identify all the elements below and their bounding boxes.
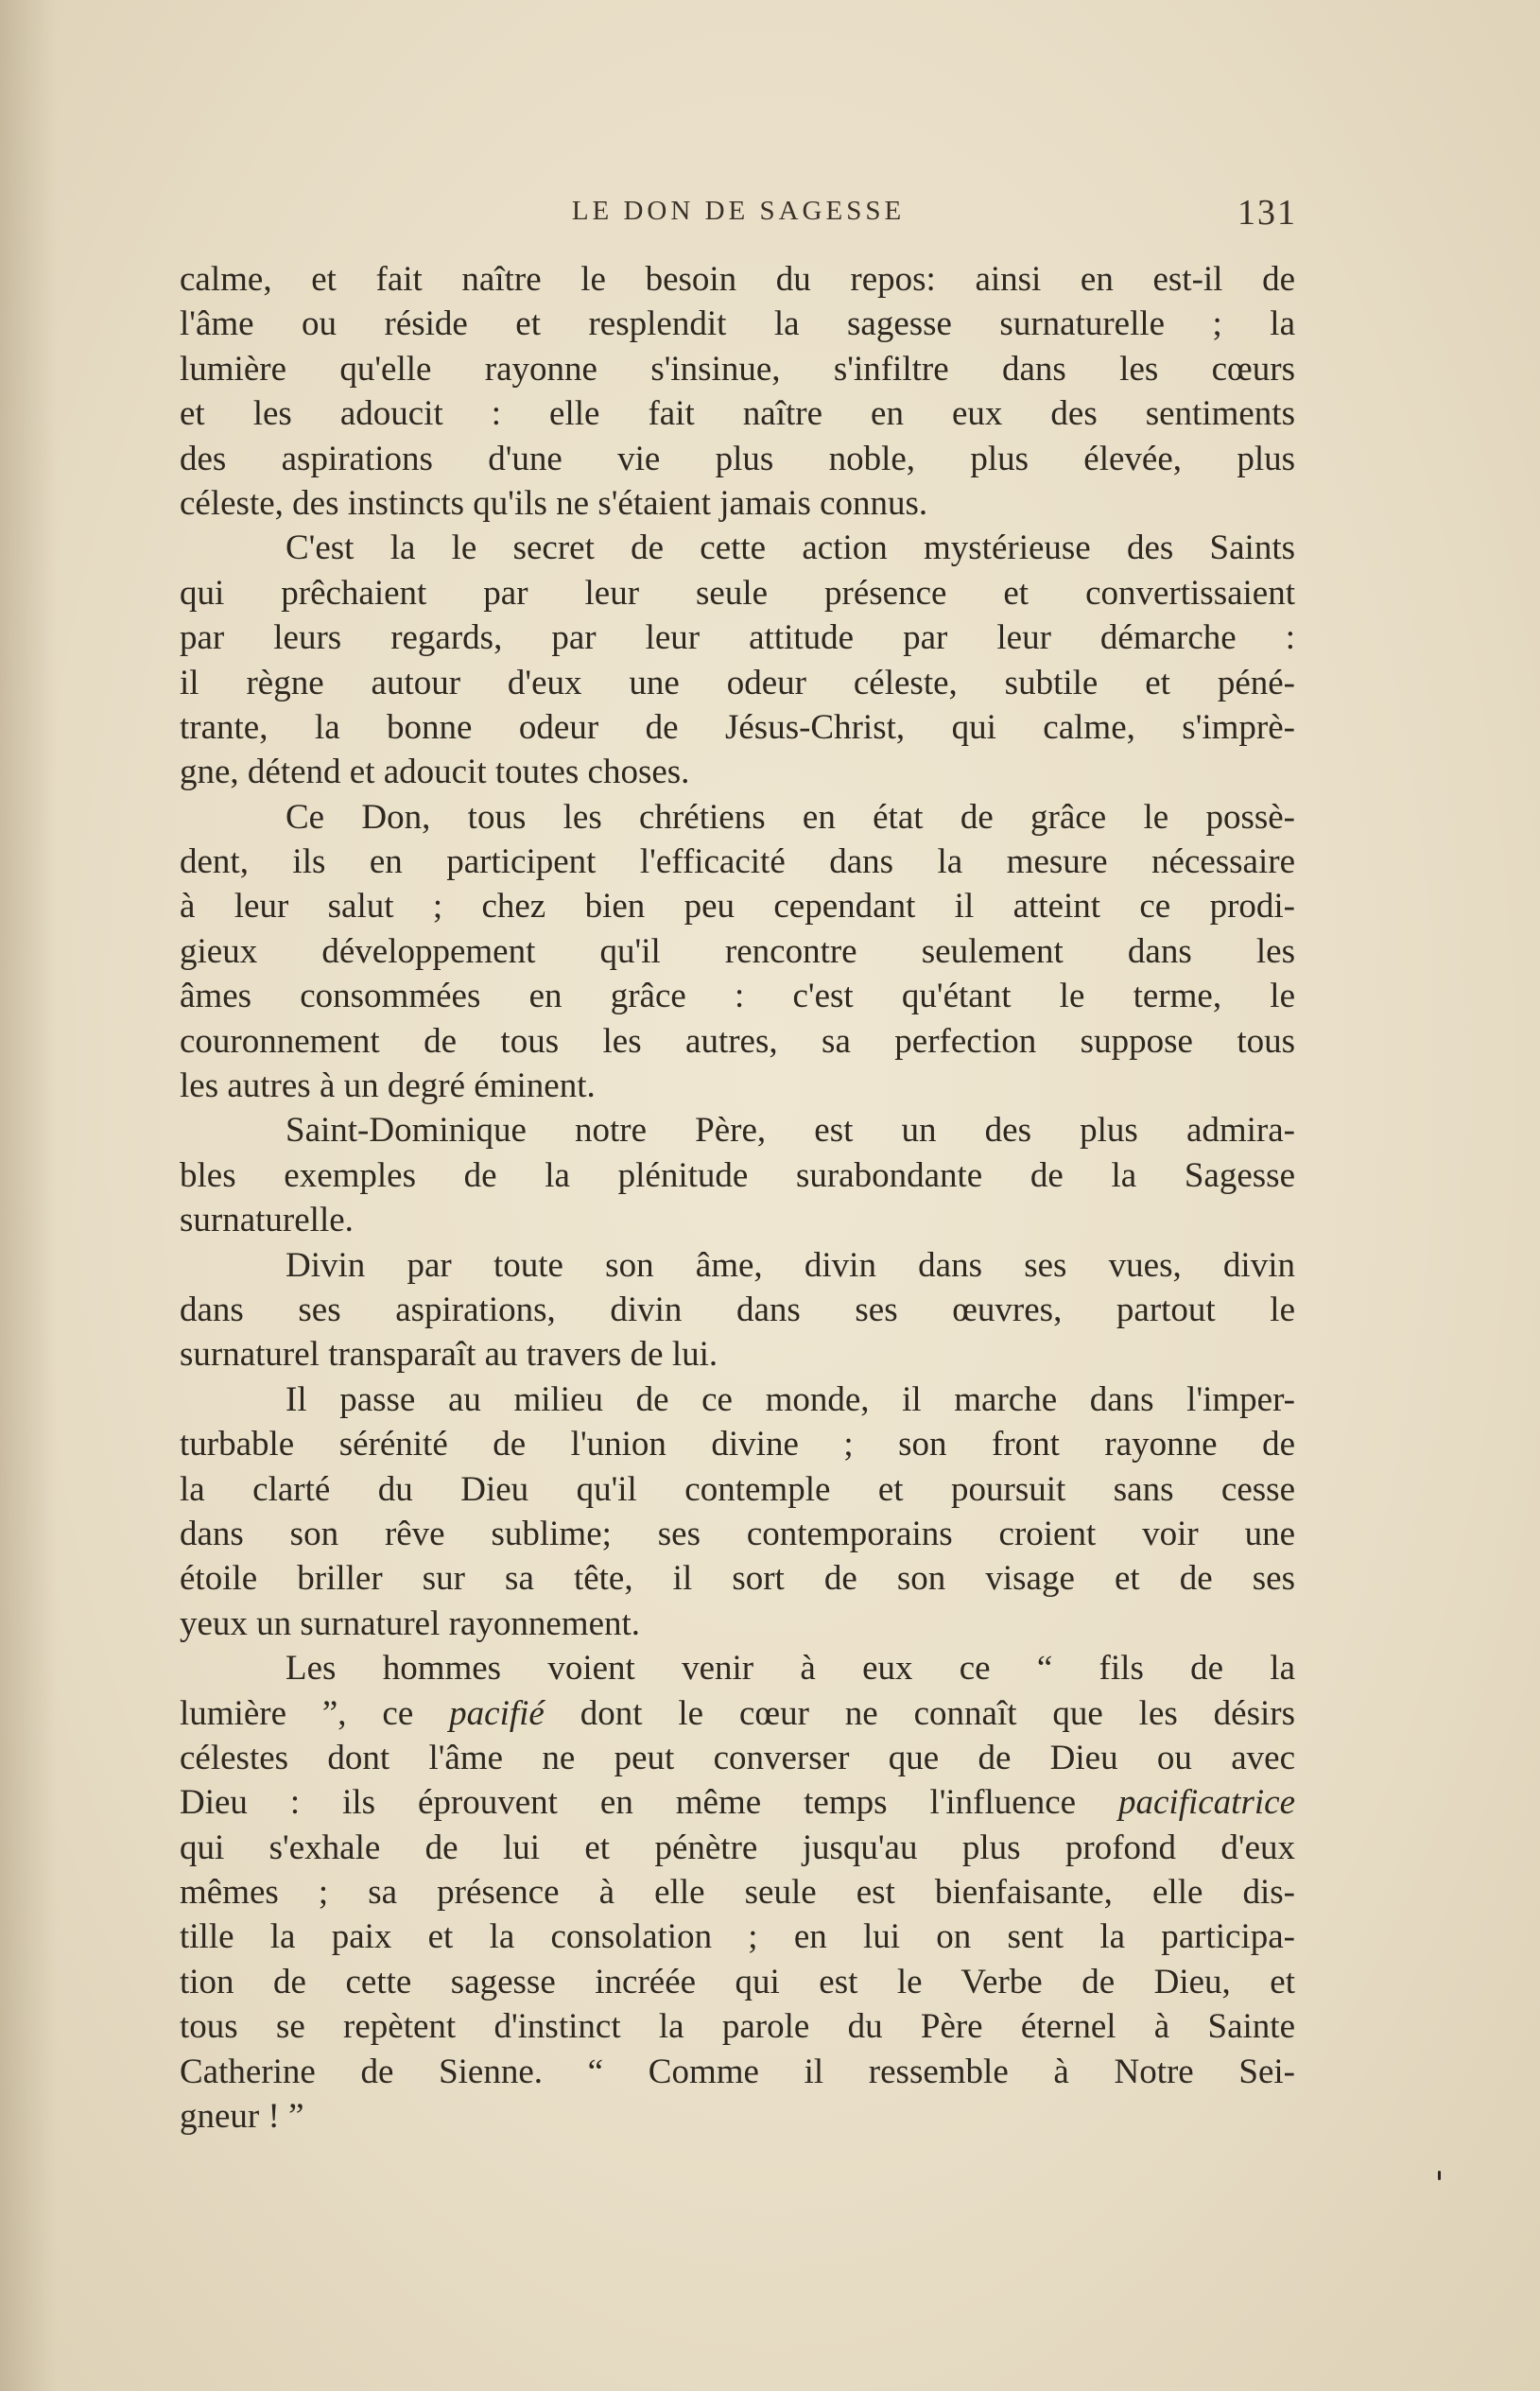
text-line: trante, la bonne odeur de Jésus-Christ, qui calme, s'imprè- bbox=[180, 707, 1295, 747]
text-line: calme, et fait naître le besoin du repos: ainsi en est-il de bbox=[180, 260, 1295, 299]
text-line: turbable sérénité de l'union divine ; son front rayonne de bbox=[180, 1425, 1295, 1464]
text-line: les autres à un degré éminent. bbox=[180, 1066, 596, 1106]
text-line: qui prêchaient par leur seule présence et convertissaient bbox=[180, 573, 1295, 613]
text-line: et les adoucit : elle fait naître en eux des sentiments bbox=[180, 394, 1295, 434]
text-line: lumière ”, ce pacifié dont le cœur ne connaît que les désirs bbox=[180, 1693, 1295, 1733]
text-line: tille la paix et la consolation ; en lui on sent la participa- bbox=[180, 1917, 1295, 1957]
page-number: 131 bbox=[1237, 193, 1297, 233]
text-line: yeux un surnaturel rayonnement. bbox=[180, 1603, 641, 1643]
text-line: Catherine de Sienne. “ Comme il ressemble à Notre Sei- bbox=[180, 2052, 1295, 2091]
text-line: céleste, des instincts qu'ils ne s'étaient jamais connus. bbox=[180, 483, 928, 523]
text-line: des aspirations d'une vie plus noble, plus élevée, plus bbox=[180, 439, 1295, 478]
paragraph-start-line: Saint-Dominique notre Père, est un des plus admira- bbox=[286, 1111, 1295, 1151]
ink-speck bbox=[1438, 2171, 1441, 2180]
text-line: bles exemples de la plénitude surabondante de la Sagesse bbox=[180, 1155, 1295, 1195]
text-line: étoile briller sur sa tête, il sort de son visage et de ses bbox=[180, 1559, 1295, 1599]
italic-word: pacifié bbox=[449, 1693, 545, 1733]
text-line: gne, détend et adoucit toutes choses. bbox=[180, 753, 690, 792]
text-line: tion de cette sagesse incréée qui est le Verbe de Dieu, et bbox=[180, 1962, 1295, 2001]
text-line: âmes consommées en grâce : c'est qu'étant le terme, le bbox=[180, 977, 1295, 1016]
paragraph-start-line: C'est la le secret de cette action mystérieuse des Saints bbox=[286, 528, 1295, 568]
italic-word: pacificatrice bbox=[1118, 1783, 1295, 1823]
text-line: par leurs regards, par leur attitude par leur démarche : bbox=[180, 618, 1295, 658]
text-line: à leur salut ; chez bien peu cependant il atteint ce prodi- bbox=[180, 887, 1295, 927]
text-line: lumière qu'elle rayonne s'insinue, s'infiltre dans les cœurs bbox=[180, 349, 1295, 389]
text-line: surnaturel transparaît au travers de lui. bbox=[180, 1335, 718, 1375]
text-line: Dieu : ils éprouvent en même temps l'influence pacificatrice bbox=[180, 1783, 1295, 1823]
text-line: qui s'exhale de lui et pénètre jusqu'au plus profond d'eux bbox=[180, 1828, 1295, 1867]
text-line: gneur ! ” bbox=[180, 2097, 304, 2137]
page-header bbox=[180, 192, 1297, 235]
paragraph-start-line: Il passe au milieu de ce monde, il marche dans l'imper- bbox=[286, 1379, 1295, 1419]
text-line: dans ses aspirations, divin dans ses œuvres, partout le bbox=[180, 1290, 1295, 1329]
text-line: il règne autour d'eux une odeur céleste, subtile et péné- bbox=[180, 663, 1295, 702]
text-line: célestes dont l'âme ne peut converser que de Dieu ou avec bbox=[180, 1738, 1295, 1777]
text-line: dans son rêve sublime; ses contemporains croient voir une bbox=[180, 1514, 1295, 1553]
body-text bbox=[180, 257, 1295, 2139]
text-line: couronnement de tous les autres, sa perfection suppose tous bbox=[180, 1021, 1295, 1061]
text-line: gieux développement qu'il rencontre seulement dans les bbox=[180, 931, 1295, 971]
page-edge-shadow bbox=[0, 0, 57, 2391]
text-line: surnaturelle. bbox=[180, 1201, 354, 1240]
text-line: l'âme ou réside et resplendit la sagesse surnaturelle ; la bbox=[180, 304, 1295, 344]
text-line: mêmes ; sa présence à elle seule est bienfaisante, elle dis- bbox=[180, 1873, 1295, 1913]
paragraph-start-line: Les hommes voient venir à eux ce “ fils de la bbox=[286, 1649, 1295, 1689]
running-head: LE DON DE SAGESSE bbox=[571, 196, 906, 226]
text-line: la clarté du Dieu qu'il contemple et poursuit sans cesse bbox=[180, 1469, 1295, 1509]
text-line: dent, ils en participent l'efficacité dans la mesure nécessaire bbox=[180, 842, 1295, 882]
text-line: tous se repètent d'instinct la parole du Père éternel à Sainte bbox=[180, 2007, 1295, 2047]
paragraph-start-line: Divin par toute son âme, divin dans ses vues, divin bbox=[286, 1245, 1295, 1285]
paragraph-start-line: Ce Don, tous les chrétiens en état de grâce le possè- bbox=[286, 797, 1295, 837]
